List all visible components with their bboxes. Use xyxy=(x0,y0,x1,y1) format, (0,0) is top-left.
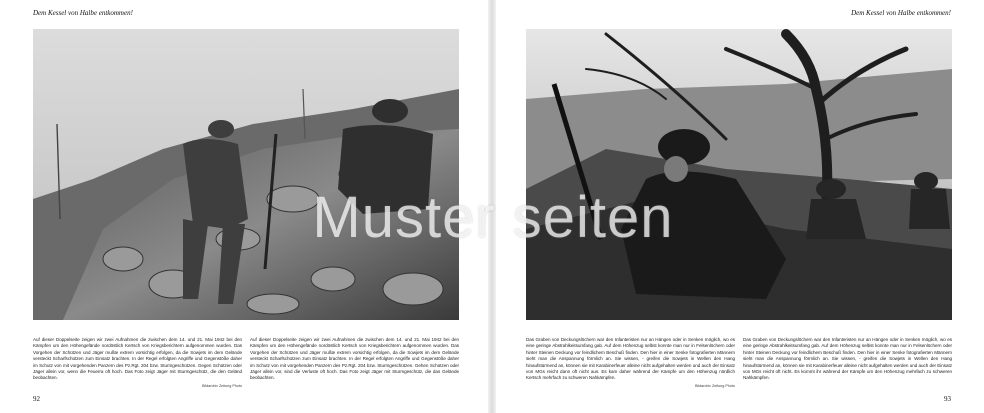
bw-photograph xyxy=(526,29,952,320)
caption-text: Auf dieser Doppelseite zeigen wir zwei Aufnahmen die zwischen dem 14. und 21. Mai 1942 bei den Kämpfen um den Höhengefände nordöstlich Kertsch von Kriegsberichtern aufgenommen wurden. Das Vorgehen der Schützen und Jäger mußte extrem vorsichtig erfolgen, da die Sowjets im dem Gelände versteckt Scharfschützen zum Einsatz brachten. In der Regel erfolgten Angriffe und Gegenstöße daher im Schutz von mit vorgehenden Panzern des Pz.Rgt. 204 bzw. Sturmgeschützen. Gegen Schützen oder Jäger allein vor, wenn die Feuerra oft hoch. Das Foto zeigt Jäger mit Sturmgeschütz, die den Geländ beobachten. xyxy=(33,337,242,381)
right-page xyxy=(496,0,984,413)
page-number: 93 xyxy=(944,395,951,403)
photo-soldiers-climbing-rocks xyxy=(33,29,459,320)
caption-column-2 xyxy=(250,337,459,389)
caption-column-2 xyxy=(743,337,952,389)
photo-credit: Bildarchiv Zeitung Photo xyxy=(202,383,242,388)
page-number: 92 xyxy=(33,395,40,403)
caption-text: Auf dieser Doppelseite zeigen wir zwei Aufnahmen die zwischen dem 14. und 21. Mai 1942 bei den Kämpfen um den Höhengefände nordöstlich Kertsch von Kriegsberichtern aufgenommen wurden. Das Vorgehen der Schützen und Jäger mußte extrem vorsichtig erfolgen, da die Sowjets im dem Gelände versteckt Scharfschützen zum Einsatz brachten. In der Regel erfolgten Angriffe und Gegenstöße daher im Schutz von mit vorgehenden Panzern des Pz.Rgt. 204 bzw. Sturmgeschützen. Gehen Schützen oder Jäger allein vor, sind die Verluste oft hoch. Das Foto zeigt Jäger mit Sturmgeschütz, die das Gelände beobachten. xyxy=(250,337,459,381)
photo-soldiers-in-foxhole xyxy=(526,29,952,320)
book-gutter xyxy=(488,0,496,413)
caption-columns xyxy=(526,337,952,389)
caption-column-1 xyxy=(526,337,735,389)
watermark: Muster seiten xyxy=(312,185,674,250)
caption-columns xyxy=(33,337,459,389)
caption-text: Das Graben von Deckungslöchern war den Infanteristen nur an Hängen oder in Senken möglich, wo es eine geringe Abstrahlkeitsumfang gab. Auf dem Höhenzug selbst konnte man nur in Felsenlöchern oder hinter Steinen Deckung vor feindlichem Beschuß finden. Den hier in einer Senke fotografierten Männern sieht man die Anspannung förmlich an. Sie wissen, - greifen die Sowjets in Wellen den Hang hinaufstürmend an, können sie mit Karabinerfeuer alleine nicht aufgehalten werden und auch der Einsatz von MGs reicht dann oft nicht aus. Es kam daher während der Kämpfe um den Höhenzug nördlich Kertsch mehrfach zu schweren Nahkämpfen. xyxy=(526,337,735,381)
bw-photograph xyxy=(33,29,459,320)
caption-column-1 xyxy=(33,337,242,389)
left-page xyxy=(0,0,488,413)
photo-credit: Bildarchiv Zeitung Photo xyxy=(695,383,735,388)
running-header: Dem Kessel von Halbe entkommen! xyxy=(851,9,951,17)
caption-text: Das Graben von Deckungslöchern war den Infanteristen nur an Hängen oder in Senken möglich, wo es eine geringe Abstrahlkeitsumfang gab. Auf dem Höhenzug selbst konnte man nur in Felsenlöchern oder hinter Steinen Deckung vor feindlichem Beschuß finden. Den hier in einer Senke fotografierten Männern sieht man die Anspannung förmlich an. Sie wissen, - greifen die Sowjets in Wellen den Hang hinaufstürmend an, können sie mit Karabinerfeuer alleine nicht aufgehalten werden und auch der Einsatz von MGs reicht oft nicht. Es kommt ihr während der Kämpfe um den Höhenzug mehrfach zu schweren Nahkämpfen. xyxy=(743,337,952,381)
running-header: Dem Kessel von Halbe entkommen! xyxy=(33,9,133,17)
